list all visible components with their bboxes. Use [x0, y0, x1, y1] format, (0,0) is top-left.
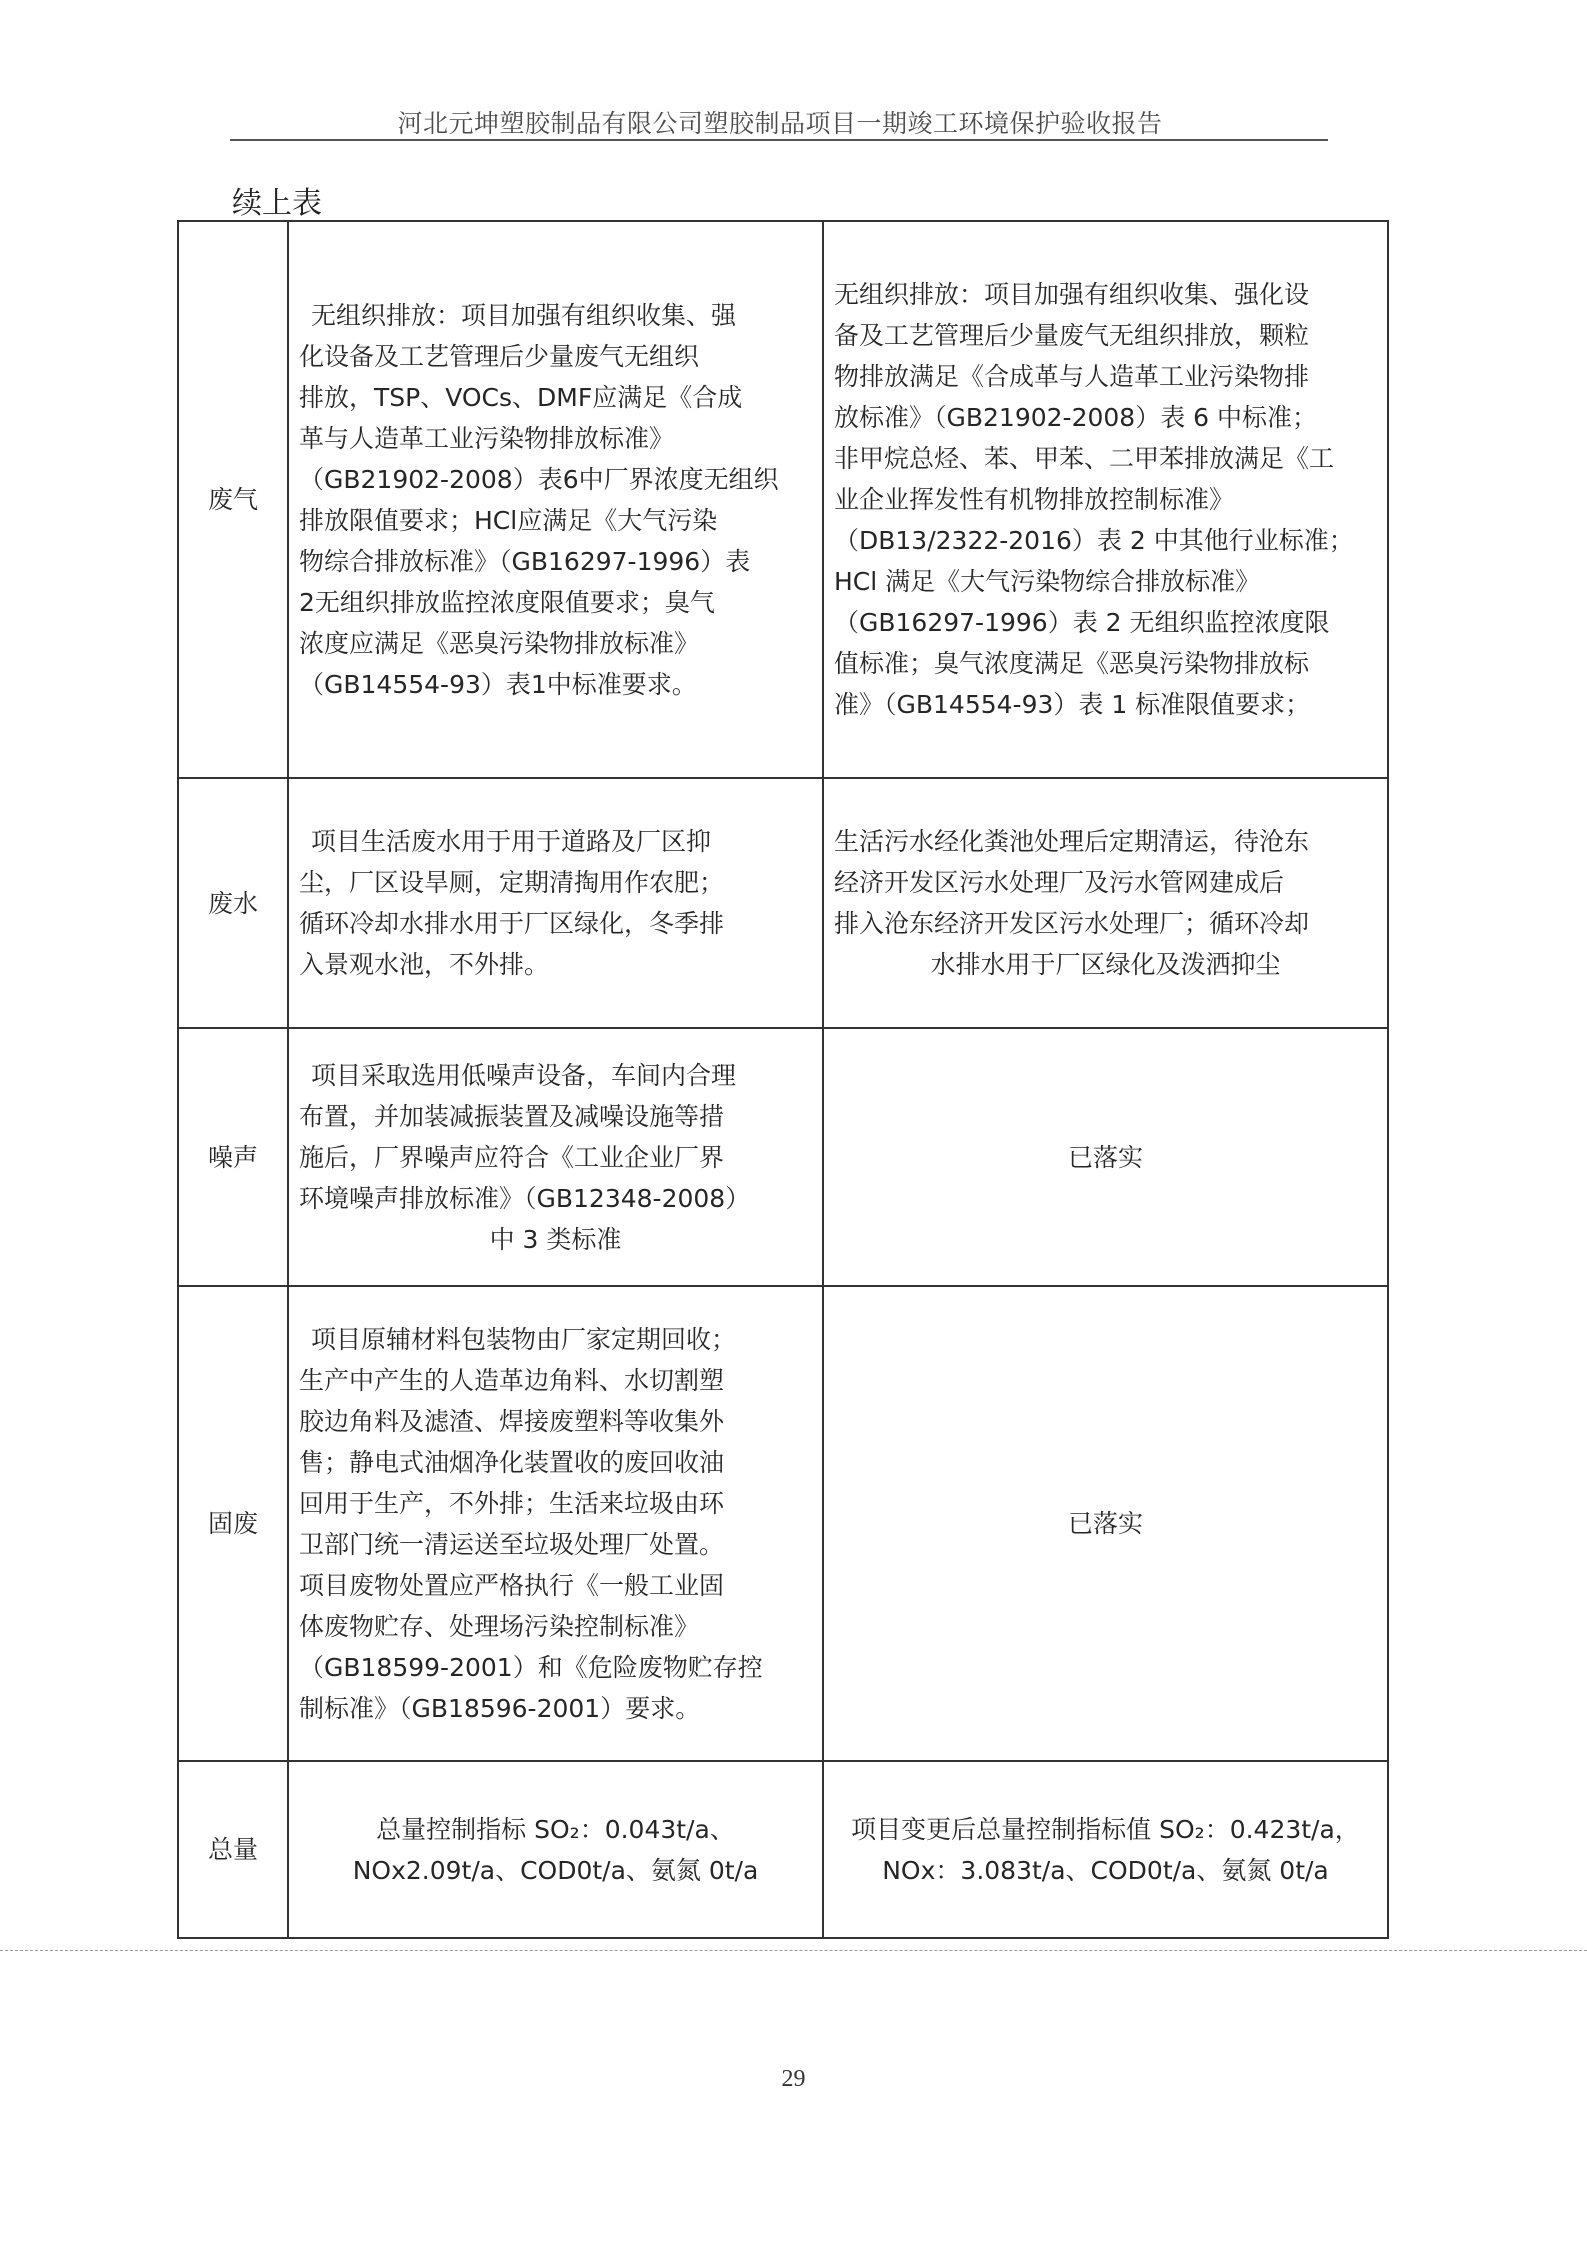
category-cell: 噪声: [178, 1028, 288, 1286]
implementation-cell: [823, 221, 1388, 778]
requirement-line: 物综合排放标准》（GB16297-1996）表: [299, 546, 751, 576]
implementation-line: 备及工艺管理后少量废气无组织排放，颗粒: [834, 321, 1310, 350]
requirement-line: 体废物贮存、处理场污染控制标准》: [299, 1611, 700, 1641]
requirement-line: 革与人造革工业污染物排放标准》: [299, 423, 675, 453]
implementation-line: 无组织排放：项目加强有组织收集、强化设: [834, 280, 1310, 309]
requirement-line: （GB14554-93）表1中标准要求。: [299, 669, 697, 699]
category-cell: 废水: [178, 778, 288, 1028]
requirement-line: 尘，厂区设旱厕，定期清掏用作农肥；: [299, 868, 725, 897]
requirement-line: （GB21902-2008）表6中厂界浓度无组织: [299, 464, 779, 494]
implementation-line: 项目变更后总量控制指标值 SO₂：0.423t/a，: [851, 1814, 1360, 1844]
implementation-cell: 已落实: [823, 1028, 1388, 1286]
requirement-line: 排放限值要求；HCl应满足《大气污染: [299, 505, 718, 535]
requirement-line: 卫部门统一清运送至垃圾处理厂处置。: [299, 1529, 725, 1559]
requirement-line: 2无组织排放监控浓度限值要求；臭气: [299, 587, 715, 617]
implementation-line: 业企业挥发性有机物排放控制标准》: [834, 485, 1235, 514]
requirement-line: 浓度应满足《恶臭污染物排放标准》: [299, 628, 700, 658]
footer-divider: [0, 1950, 1587, 1951]
category-cell: 废气: [178, 221, 288, 778]
table-row-waste-water: [178, 778, 1388, 1028]
implementation-cell: 已落实: [823, 1286, 1388, 1761]
requirement-cell: [288, 1761, 823, 1938]
requirement-line: 回用于生产，不外排；生活来垃圾由环: [299, 1488, 725, 1518]
requirement-line: 入景观水池，不外排。: [299, 950, 550, 979]
category-cell: 固废: [178, 1286, 288, 1761]
requirement-line: 项目原辅材料包装物由厂家定期回收；: [311, 1324, 737, 1354]
requirement-line: 环境噪声排放标准》（GB12348-2008）: [299, 1183, 751, 1213]
category-cell: 总量: [178, 1761, 288, 1938]
table-row-total-quantity: [178, 1761, 1388, 1938]
requirement-line: NOx2.09t/a、COD0t/a、氨氮 0t/a: [352, 1855, 759, 1885]
table-row-solid-waste: [178, 1286, 1388, 1761]
environmental-measures-table: [177, 220, 1389, 1939]
requirement-cell: [288, 1286, 823, 1761]
requirement-line: 无组织排放：项目加强有组织收集、强: [311, 300, 737, 330]
requirement-line: 制标准》（GB18596-2001）要求。: [299, 1693, 701, 1723]
implementation-line: HCl 满足《大气污染物综合排放标准》: [834, 567, 1261, 596]
requirement-line: 中 3 类标准: [489, 1224, 622, 1254]
requirement-line: 胶边角料及滤渣、焊接废塑料等收集外: [299, 1406, 725, 1436]
requirement-line: 循环冷却水排水用于厂区绿化，冬季排: [299, 909, 725, 938]
requirement-line: 排放，TSP、VOCs、DMF应满足《合成: [299, 382, 743, 412]
requirement-line: 售；静电式油烟净化装置收的废回收油: [299, 1447, 725, 1477]
requirement-cell: [288, 1028, 823, 1286]
implementation-line: 非甲烷总烃、苯、甲苯、二甲苯排放满足《工: [834, 444, 1335, 473]
implementation-line: 生活污水经化粪池处理后定期清运，待沧东: [834, 827, 1310, 856]
implementation-line: （DB13/2322-2016）表 2 中其他行业标准；: [834, 526, 1354, 555]
implementation-line: 水排水用于厂区绿化及泼洒抑尘: [930, 950, 1281, 979]
implementation-cell: [823, 1761, 1388, 1938]
requirement-line: 项目生活废水用于用于道路及厂区抑: [311, 827, 712, 856]
table-continued-label: 续上表: [232, 186, 322, 221]
requirement-line: 化设备及工艺管理后少量废气无组织: [299, 341, 700, 371]
implementation-line: （GB16297-1996）表 2 无组织监控浓度限: [834, 608, 1330, 637]
requirement-cell: [288, 778, 823, 1028]
implementation-line: 经济开发区污水处理厂及污水管网建成后: [834, 868, 1285, 897]
table-row-noise: [178, 1028, 1388, 1286]
requirement-cell: [288, 221, 823, 778]
implementation-line: NOx：3.083t/a、COD0t/a、氨氮 0t/a: [882, 1855, 1329, 1885]
implementation-line: 值标准；臭气浓度满足《恶臭污染物排放标: [834, 649, 1310, 678]
report-header-title: 河北元坤塑胶制品有限公司塑胶制品项目一期竣工环境保护验收报告: [397, 109, 1163, 138]
requirement-line: 总量控制指标 SO₂：0.043t/a、: [376, 1814, 735, 1844]
implementation-line: 排入沧东经济开发区污水处理厂；循环冷却: [834, 909, 1310, 938]
requirement-line: 布置，并加装减振装置及减噪设施等措: [299, 1101, 725, 1131]
page-number: 29: [781, 2066, 806, 2092]
requirement-line: 项目废物处置应严格执行《一般工业固: [299, 1570, 725, 1600]
requirement-line: 施后，厂界噪声应符合《工业企业厂界: [299, 1142, 725, 1172]
requirement-line: 项目采取选用低噪声设备，车间内合理: [311, 1060, 737, 1090]
header-divider: [230, 139, 1328, 141]
implementation-line: 物排放满足《合成革与人造革工业污染物排: [834, 362, 1310, 391]
requirement-line: （GB18599-2001）和《危险废物贮存控: [299, 1652, 763, 1682]
table-row-waste-gas: [178, 221, 1388, 778]
implementation-line: 准》（GB14554-93）表 1 标准限值要求；: [834, 690, 1311, 719]
implementation-cell: [823, 778, 1388, 1028]
requirement-line: 生产中产生的人造革边角料、水切割塑: [299, 1365, 725, 1395]
implementation-line: 放标准》（GB21902-2008）表 6 中标准；: [834, 403, 1317, 432]
